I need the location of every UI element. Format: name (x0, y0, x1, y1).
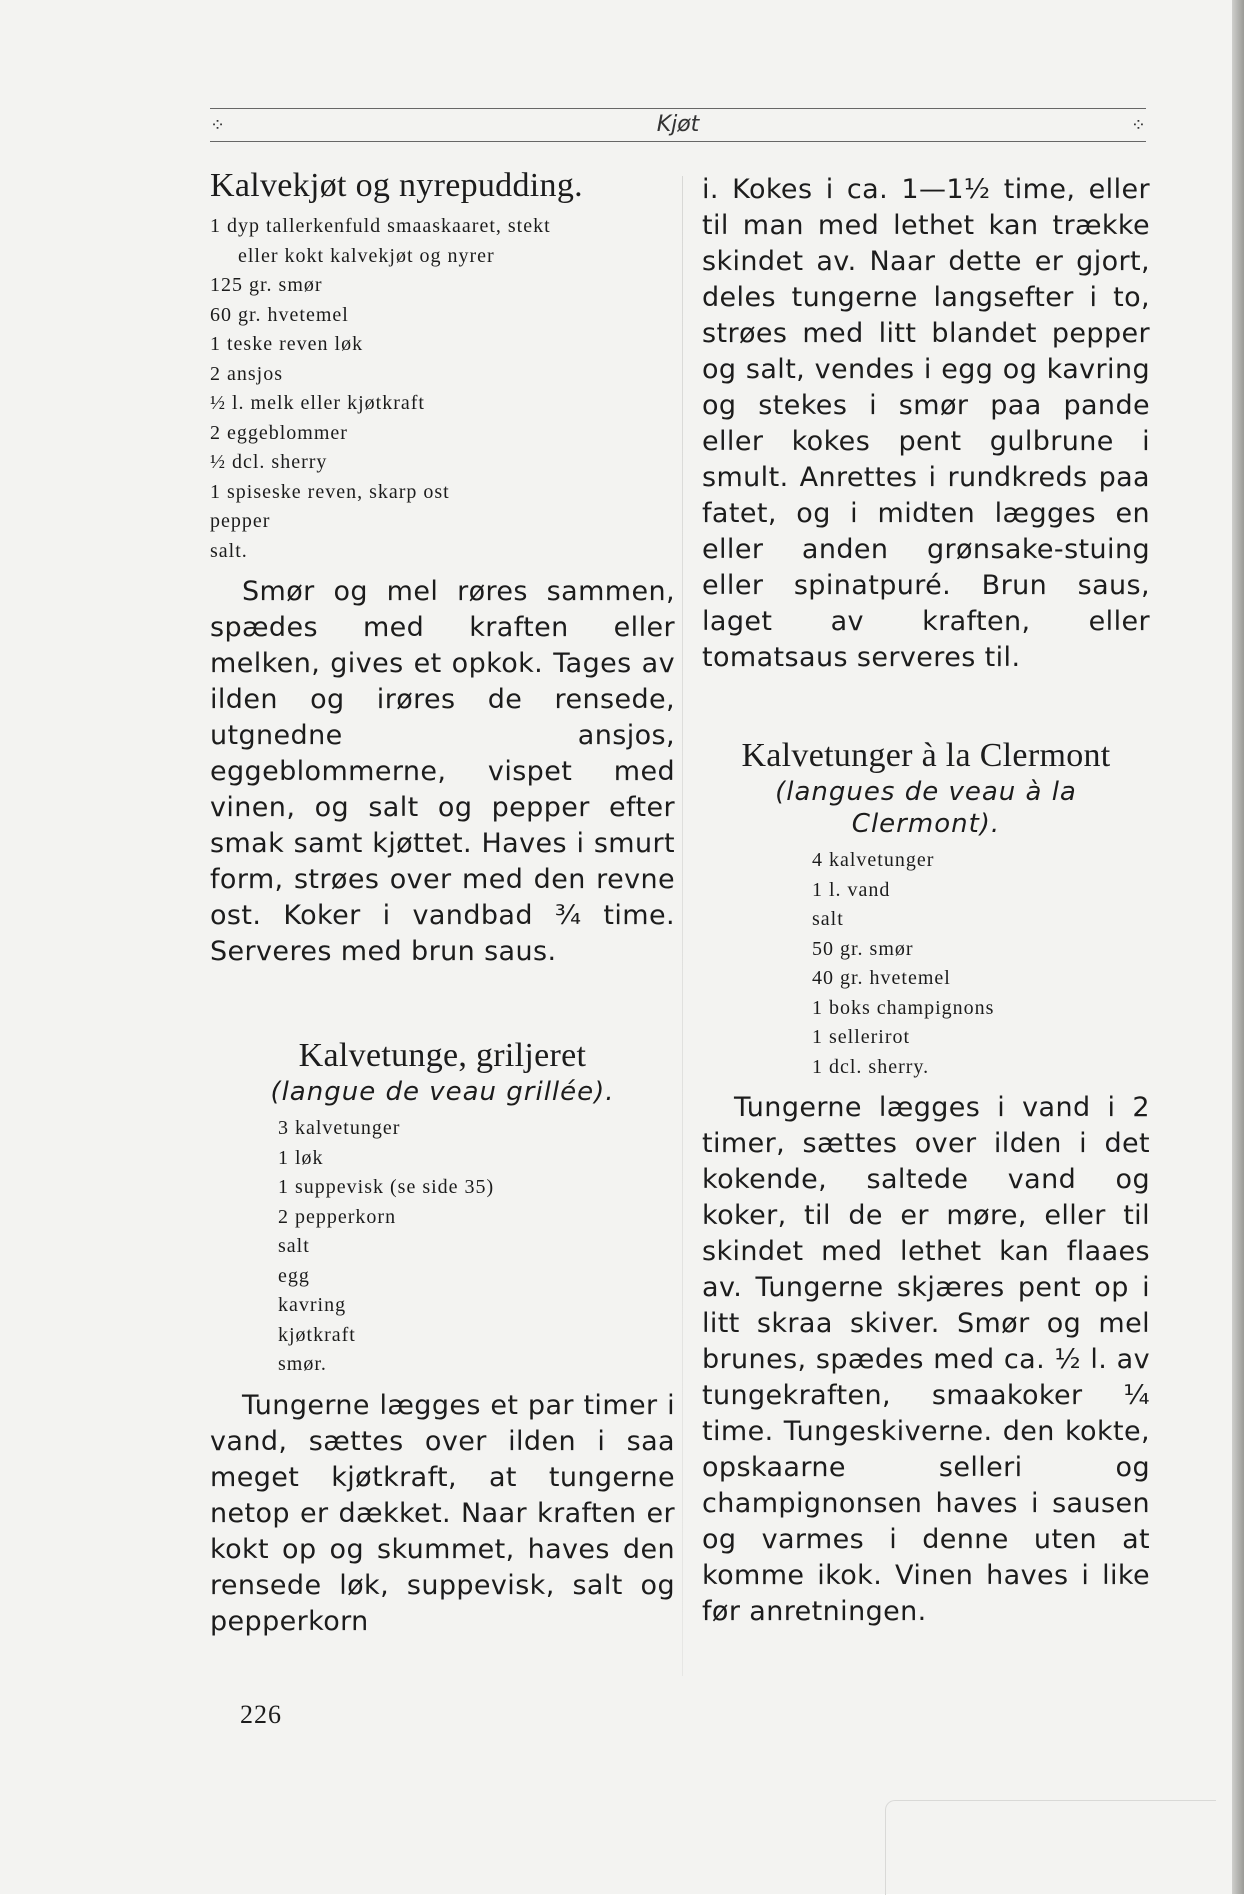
ingredient-item: 2 pepperkorn (278, 1205, 397, 1228)
recipe-body: Tungerne lægges i vand i 2 timer, sættes over ilden i det kokende, saltede vand og koker, til de er møre, eller til skindet med lethet kan flaaes av. Tungerne skjæres pent op i litt skraa skiver. Smør og mel brunes, spædes med ca. ½ l. av tungekraften, smaakoker ¼ time. Tungeskiverne. den kokte, opskaarne selleri og champignonsen haves i sausen og varmes i denne uten at komme ikok. Vinen haves i like før anretningen. (702, 1092, 1150, 1627)
ingredient-item: pepper (210, 510, 271, 532)
recipe-body: Smør og mel røres sammen, spædes med kraften eller melken, gives et opkok. Tages av ilden og irøres de rensede, utgnedne ansjos, eggeblommerne, vispet med vinen, og salt og pepper efter smak samt kjøttet. Haves i smurt form, strøes over med den revne ost. Koker i vandbad ¾ time. Serveres med brun saus. (210, 576, 675, 967)
running-head (210, 108, 1146, 142)
recipe-title-kalvekjot: Kalvekjøt og nyrepudding. (210, 167, 583, 204)
ingredient-list (210, 212, 675, 566)
ingredient-item: 50 gr. smør (812, 937, 914, 960)
ingredient-item: kavring (278, 1294, 347, 1316)
recipe-body-continued: i. Kokes i ca. 1—1½ time, eller til man med lethet kan trække skindet av. Naar dette er gjort, deles tungerne langsefter i to, strøes med litt blandet pepper og salt, vendes i egg og kavring og stekes i smør paa pande eller kokes pent gulbrune i smult. Anrettes i rundkreds paa fatet, og i midten lægges en eller anden grønsake-stuing eller spinatpuré. Brun saus, laget av kraften, eller tomatsaus serveres til. (702, 174, 1150, 673)
recipe-subtitle: (langue de veau grillée). (270, 1077, 615, 1107)
ingredient-item: eller kokt kalvekjøt og nyrer (238, 244, 495, 267)
book-edge (1232, 0, 1244, 1894)
ingredient-list (812, 846, 1150, 1082)
ingredient-item: 60 gr. hvetemel (210, 303, 349, 326)
ingredient-item: ½ l. melk eller kjøtkraft (210, 392, 425, 414)
column-divider (682, 176, 683, 1676)
ingredient-item: 125 gr. smør (210, 274, 323, 296)
ornament-left-icon: ⁘ (210, 115, 226, 135)
ingredient-list (278, 1114, 675, 1380)
recipe-title-kalvetunge: Kalvetunge, griljeret (298, 1037, 587, 1074)
ingredient-item: 4 kalvetunger (812, 849, 935, 871)
ornament-right-icon: ⁘ (1130, 115, 1146, 135)
ingredient-item: 1 spiseske reven, skarp ost (210, 480, 450, 503)
paper-corner-mark (885, 1800, 1216, 1895)
ingredient-item: 1 boks champignons (812, 996, 995, 1019)
recipe-body: Tungerne lægges et par timer i vand, sættes over ilden i saa meget kjøtkraft, at tungerne netop er dækket. Naar kraften er kokt op og skummet, haves den rensede løk, suppevisk, salt og pepperkorn (210, 1389, 675, 1637)
ingredient-item: egg (278, 1264, 310, 1287)
ingredient-item: 2 eggeblommer (210, 421, 348, 444)
ingredient-item: 40 gr. hvetemel (812, 967, 951, 989)
running-head-title: Kjøt (656, 112, 700, 137)
ingredient-item: ½ dcl. sherry (210, 451, 328, 473)
ingredient-item: 1 dcl. sherry. (812, 1055, 930, 1078)
ingredient-item: 1 suppevisk (se side 35) (278, 1176, 495, 1198)
left-column (210, 166, 675, 1640)
ingredient-item: 3 kalvetunger (278, 1117, 401, 1139)
ingredient-item: 1 sellerirot (812, 1026, 911, 1048)
ingredient-item: salt (278, 1235, 310, 1257)
ingredient-item: 1 løk (278, 1146, 324, 1169)
recipe-subtitle: (langues de veau à la Clermont). (775, 777, 1077, 839)
ingredient-item: 1 teske reven løk (210, 333, 364, 355)
ingredient-item: 2 ansjos (210, 362, 283, 385)
ingredient-item: salt (812, 908, 844, 930)
ingredient-item: smør. (278, 1353, 327, 1375)
ingredient-item: salt. (210, 539, 248, 562)
right-column (702, 166, 1150, 1630)
ingredient-item: kjøtkraft (278, 1323, 356, 1346)
ingredient-item: 1 l. vand (812, 878, 891, 901)
recipe-title-clermont: Kalvetunger à la Clermont (741, 737, 1111, 774)
ingredient-item: 1 dyp tallerkenfuld smaaskaaret, stekt (210, 215, 551, 237)
page-number: 226 (240, 1700, 282, 1729)
